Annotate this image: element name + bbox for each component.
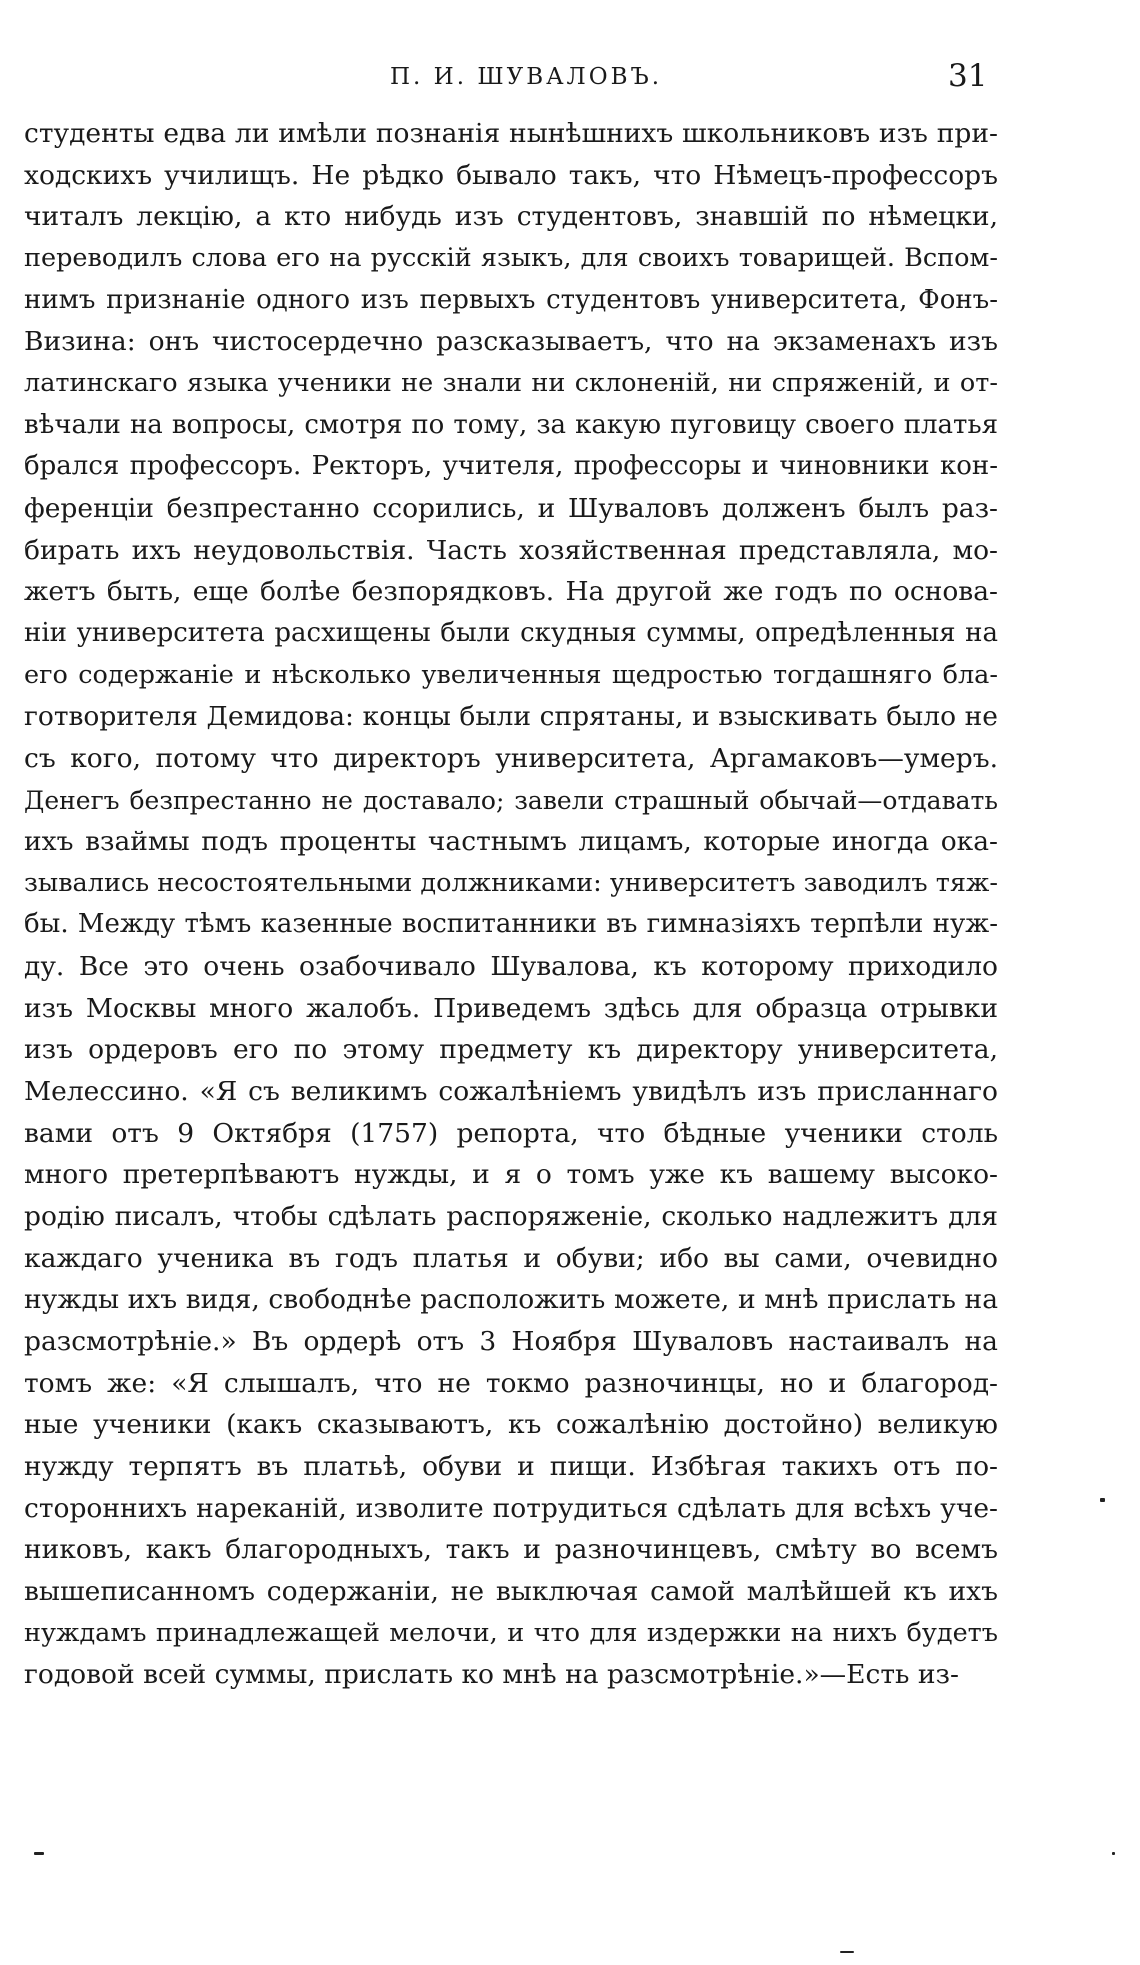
text-line: годовой всей суммы, прислать ко мнѣ на разсмотрѣніе.»—Есть из- [24,1659,959,1691]
text-line: нимъ признаніе одного изъ первыхъ студентовъ университета, Фонъ- [24,284,998,315]
text-line: жетъ быть, еще болѣе безпорядковъ. На другой же годъ по основа- [24,576,998,608]
text-line: каждаго ученика въ годъ платья и обуви; ибо вы сами, очевидно [24,1242,998,1274]
text-line: нужды ихъ видя, свободнѣе расположить можете, и мнѣ прислать на [24,1284,998,1316]
text-line: бирать ихъ неудовольствія. Часть хозяйственная представляла, мо- [24,534,998,566]
text-line: ихъ взаймы подъ проценты частнымъ лицамъ, которые иногда ока- [24,826,998,858]
page-number: 31 [948,58,988,94]
text-line: нужду терпятъ въ платьѣ, обуви и пищи. Избѣгая такихъ отъ по- [24,1451,998,1482]
text-line: изъ ордеровъ его по этому предмету къ директору университета, [24,1034,998,1066]
text-line: съ кого, потому что директоръ университета, Аргамаковъ—умеръ. [24,742,998,774]
text-line: зывались несостоятельными должниками: университетъ заводилъ тяж- [24,867,998,898]
text-line: ніи университета расхищены были скудныя суммы, опредѣленныя на [24,617,998,648]
text-line: переводилъ слова его на русскій языкъ, для своихъ товарищей. Вспом- [24,242,998,273]
text-line: читалъ лекцію, а кто нибудь изъ студентовъ, знавшій по нѣмецки, [24,201,998,233]
text-line: много претерпѣваютъ нужды, и я о томъ уже къ вашему высоко- [24,1159,998,1191]
running-head: П. И. ШУВАЛОВЪ. [390,64,663,90]
scan-speck [34,1852,44,1855]
body-text [24,113,998,1696]
text-line: Мелессино. «Я съ великимъ сожалѣніемъ увидѣлъ изъ присланнаго [24,1076,998,1108]
text-line: ду. Все это очень озабочивало Шувалова, къ которому приходило [24,951,998,983]
scan-speck [1112,1852,1115,1855]
text-line: нуждамъ принадлежащей мелочи, и что для издержки на нихъ будетъ [24,1617,998,1648]
text-line: вѣчали на вопросы, смотря по тому, за какую пуговицу своего платья [24,409,998,440]
text-line: латинскаго языка ученики не знали ни склоненій, ни спряженій, и от- [24,367,998,398]
text-line: стороннихъ нареканій, изволите потрудиться сдѣлать для всѣхъ уче- [24,1492,998,1524]
text-line: ные ученики (какъ сказываютъ, къ сожалѣнію достойно) великую [24,1409,998,1441]
text-line: Визина: онъ чистосердечно разсказываетъ, что на экзаменахъ изъ [24,326,998,358]
text-line: изъ Москвы много жалобъ. Приведемъ здѣсь для образца отрывки [24,992,998,1024]
text-line: Денегъ безпрестанно не доставало; завели страшный обычай—отдавать [24,785,998,815]
text-line: брался профессоръ. Ректоръ, учителя, профессоры и чиновники кон- [24,451,998,482]
text-line: ференціи безпрестанно ссорились, и Шуваловъ долженъ былъ раз- [24,492,998,524]
scan-speck [840,1951,854,1953]
text-line: никовъ, какъ благородныхъ, такъ и разночинцевъ, смѣту во всемъ [24,1534,998,1566]
text-line: вышеписанномъ содержаніи, не выключая самой малѣйшей къ ихъ [24,1575,998,1607]
text-line: томъ же: «Я слышалъ, что не токмо разночинцы, но и благород- [24,1367,998,1399]
text-line: его содержаніе и нѣсколько увеличенныя щедростью тогдашняго бла- [24,659,998,690]
text-line: ходскихъ училищъ. Не рѣдко бывало такъ, что Нѣмецъ-профессоръ [24,159,998,191]
text-line: разсмотрѣніе.» Въ ордерѣ отъ 3 Ноября Шуваловъ настаивалъ на [24,1326,998,1358]
scan-speck [1100,1498,1105,1502]
text-line: бы. Между тѣмъ казенные воспитанники въ гимназіяхъ терпѣли нуж- [24,909,998,940]
text-line: родію писалъ, чтобы сдѣлать распоряженіе, сколько надлежитъ для [24,1201,998,1233]
text-line: вами отъ 9 Октября (1757) репорта, что бѣдные ученики столь [24,1117,998,1149]
text-line: готворителя Демидова: концы были спрятаны, и взыскивать было не [24,701,998,733]
text-line: студенты едва ли имѣли познанія нынѣшнихъ школьниковъ изъ при- [24,118,998,149]
